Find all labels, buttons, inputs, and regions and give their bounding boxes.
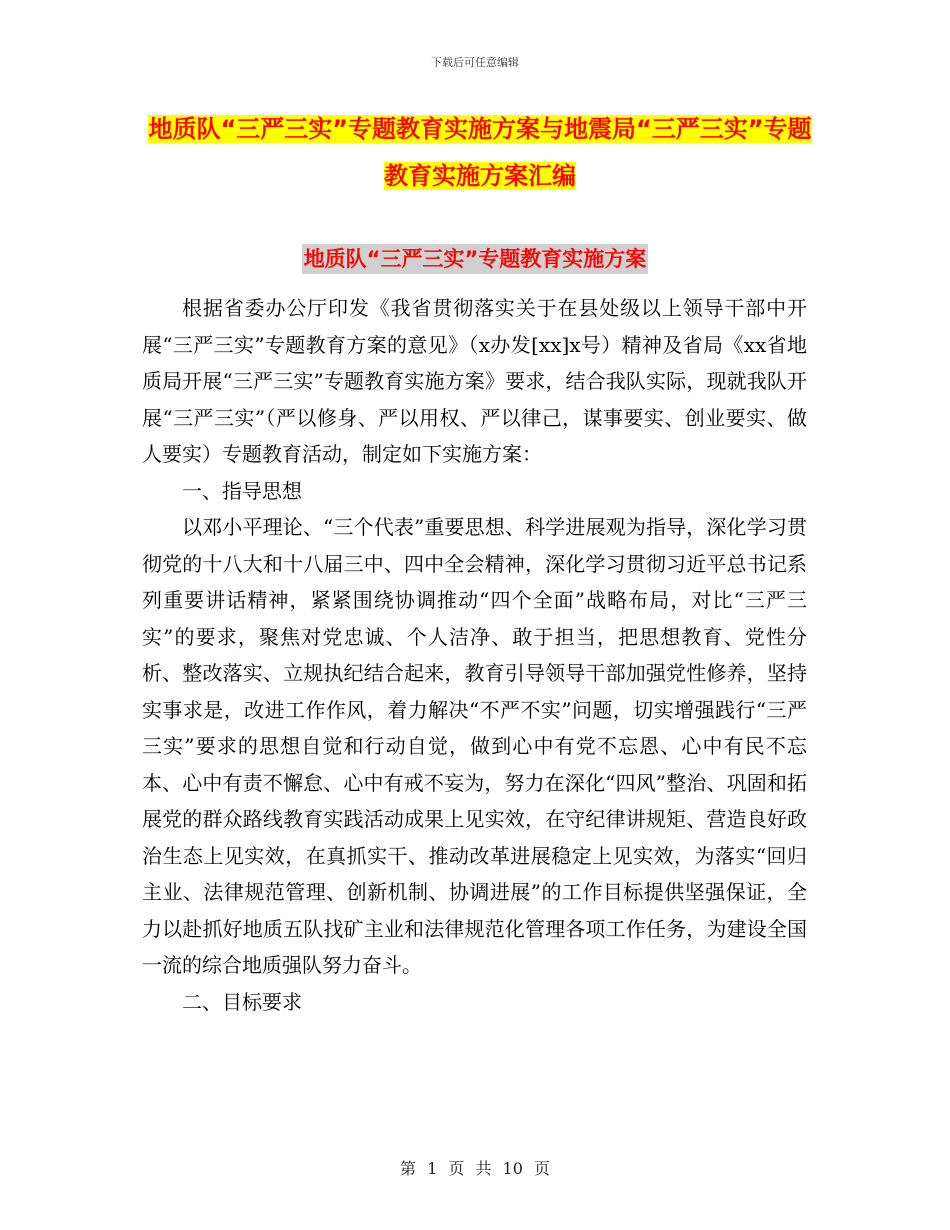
paragraph-intro: 根据省委办公厅印发《我省贯彻落实关于在县处级以上领导干部中开展“三严三实”专题教育方案的意见》（x办发[xx]x号）精神及省局《xx省地质局开展“三严三实”专题教育实施方案》要求，结合我队实际，现就我队开展“三严三实”（严以修身、严以用权、严以律己，谋事要实、创业要实、做人要实）专题教育活动，制定如下实施方案： bbox=[142, 296, 807, 466]
heading-goals: 二、目标要求 bbox=[182, 989, 302, 1014]
section-title-text: 地质队“三严三实”专题教育实施方案 bbox=[302, 244, 649, 274]
document-title bbox=[140, 106, 820, 200]
page-header-note: 下载后可任意编辑 bbox=[431, 56, 519, 69]
heading-guiding-ideology: 一、指导思想 bbox=[182, 478, 302, 503]
document-body bbox=[142, 290, 807, 1020]
document-title-text: 地质队“三严三实”专题教育实施方案与地震局“三严三实”专题教育实施方案汇编 bbox=[148, 115, 812, 190]
section-title bbox=[0, 243, 950, 273]
page-footer: 第 1 页 共 10 页 bbox=[400, 1159, 550, 1178]
paragraph-guiding-ideology: 以邓小平理论、“三个代表”重要思想、科学进展观为指导，深化学习贯彻党的十八大和十八届三中、四中全会精神，深化学习贯彻习近平总书记系列重要讲话精神，紧紧围绕协调推动“四个全面”战略布局，对比“三严三实”的要求，聚焦对党忠诚、个人洁净、敢于担当，把思想教育、党性分析、整改落实、立规执纪结合起来，教育引导领导干部加强党性修养，坚持实事求是，改进工作作风，着力解决“不严不实”问题，切实增强践行“三严三实”要求的思想自觉和行动自觉，做到心中有党不忘恩、心中有民不忘本、心中有责不懈怠、心中有戒不妄为，努力在深化“四风”整治、巩固和拓展党的群众路线教育实践活动成果上见实效，在守纪律讲规矩、营造良好政治生态上见实效，在真抓实干、推动改革进展稳定上见实效，为落实“回归主业、法律规范管理、创新机制、协调进展”的工作目标提供坚强保证，全力以赴抓好地质五队找矿主业和法律规范化管理各项工作任务，为建设全国一流的综合地质强队努力奋斗。 bbox=[142, 515, 807, 977]
